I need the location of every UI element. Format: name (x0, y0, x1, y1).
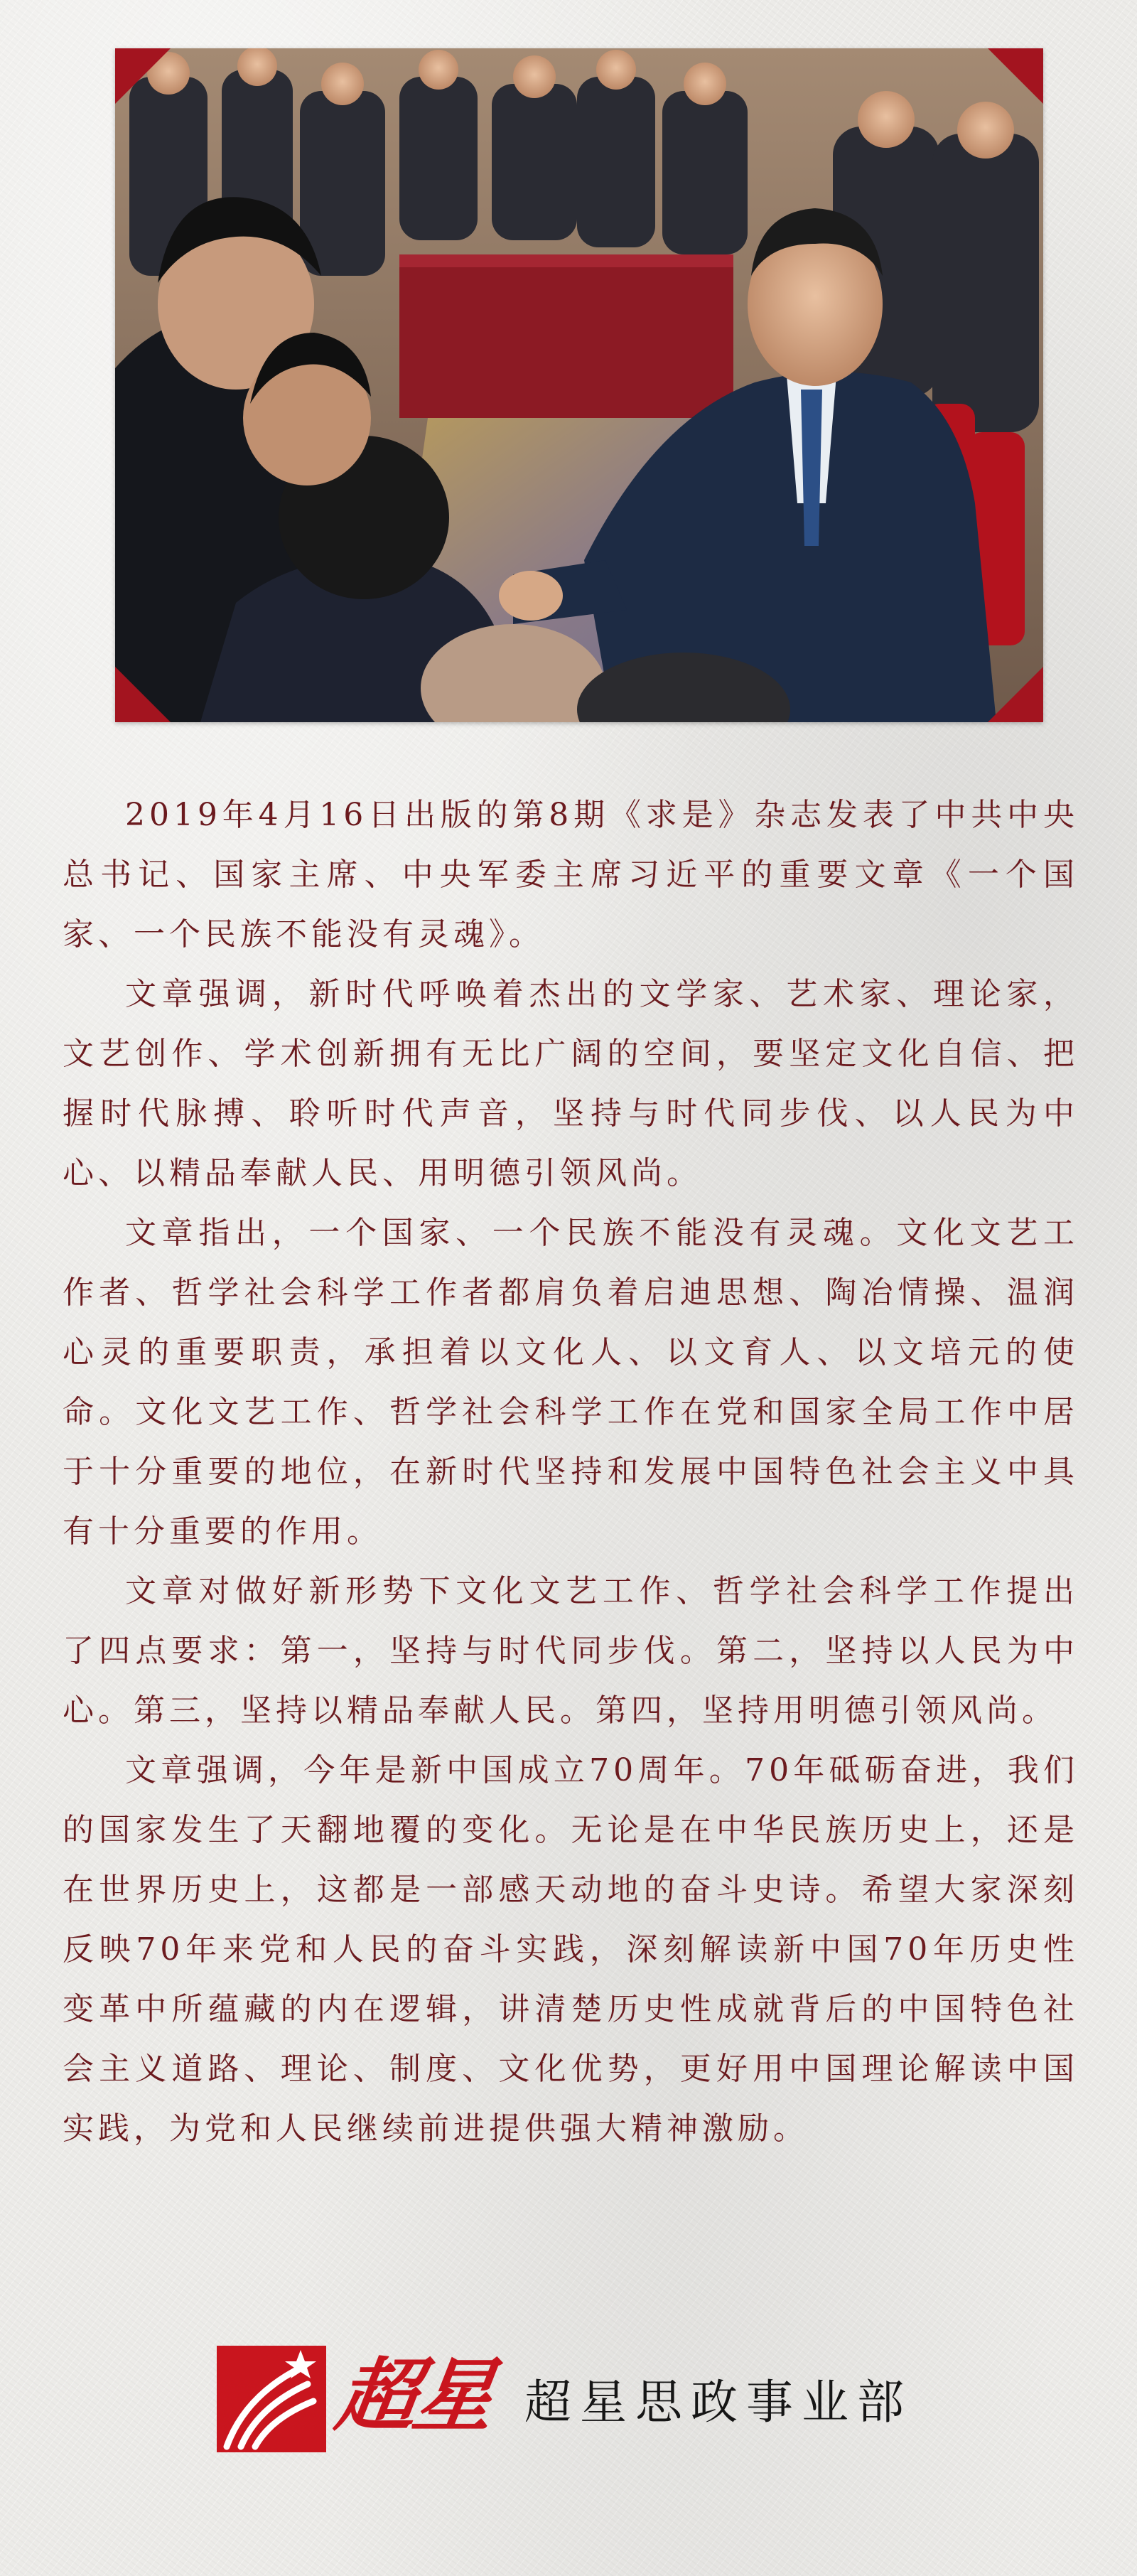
department-name: 超星思政事业部 (524, 2375, 912, 2430)
article-paragraph: 文章对做好新形势下文化文艺工作、哲学社会科学工作提出了四点要求：第一，坚持与时代同步伐。第二，坚持以人民为中心。第三，坚持以精品奉献人民。第四，坚持用明德引领风尚。 (63, 1573, 1079, 1729)
chaoxing-logo-text: 超星 (330, 2349, 498, 2442)
news-photo (115, 48, 1043, 722)
article-paragraph: 文章指出，一个国家、一个民族不能没有灵魂。文化文艺工作者、哲学社会科学工作者都肩负着启迪思想、陶冶情操、温润心灵的重要职责，承担着以文化人、以文育人、以文培元的使命。文化文艺工作、哲学社会科学工作在党和国家全局工作中居于十分重要的地位，在新时代坚持和发展中国特色社会主义中具有十分重要的作用。 (63, 1215, 1079, 1550)
chaoxing-logo-icon (217, 2346, 326, 2452)
corner-decoration (115, 667, 171, 722)
article-paragraph: 2019年4月16日出版的第8期《求是》杂志发表了中共中央总书记、国家主席、中央军委主席习近平的重要文章《一个国家、一个民族不能没有灵魂》。 (63, 797, 1079, 952)
corner-decoration (988, 48, 1043, 104)
article-body (63, 785, 1079, 2159)
corner-decoration (115, 48, 171, 104)
article-paragraph: 文章强调，新时代呼唤着杰出的文学家、艺术家、理论家，文艺创作、学术创新拥有无比广阔的空间，要坚定文化自信、把握时代脉搏、聆听时代声音，坚持与时代同步伐、以人民为中心、以精品奉献人民、用明德引领风尚。 (63, 976, 1079, 1191)
article-paragraph: 文章强调，今年是新中国成立70周年。70年砥砺奋进，我们的国家发生了天翻地覆的变化。无论是在中华民族历史上，还是在世界历史上，这都是一部感天动地的奋斗史诗。希望大家深刻反映70年来党和人民的奋斗实践，深刻解读新中国70年历史性变革中所蕴藏的内在逻辑，讲清楚历史性成就背后的中国特色社会主义道路、理论、制度、文化优势，更好用中国理论解读中国实践，为党和人民继续前进提供强大精神激励。 (63, 1752, 1079, 2147)
footer-brand (0, 2339, 1137, 2481)
corner-decoration (988, 667, 1043, 722)
